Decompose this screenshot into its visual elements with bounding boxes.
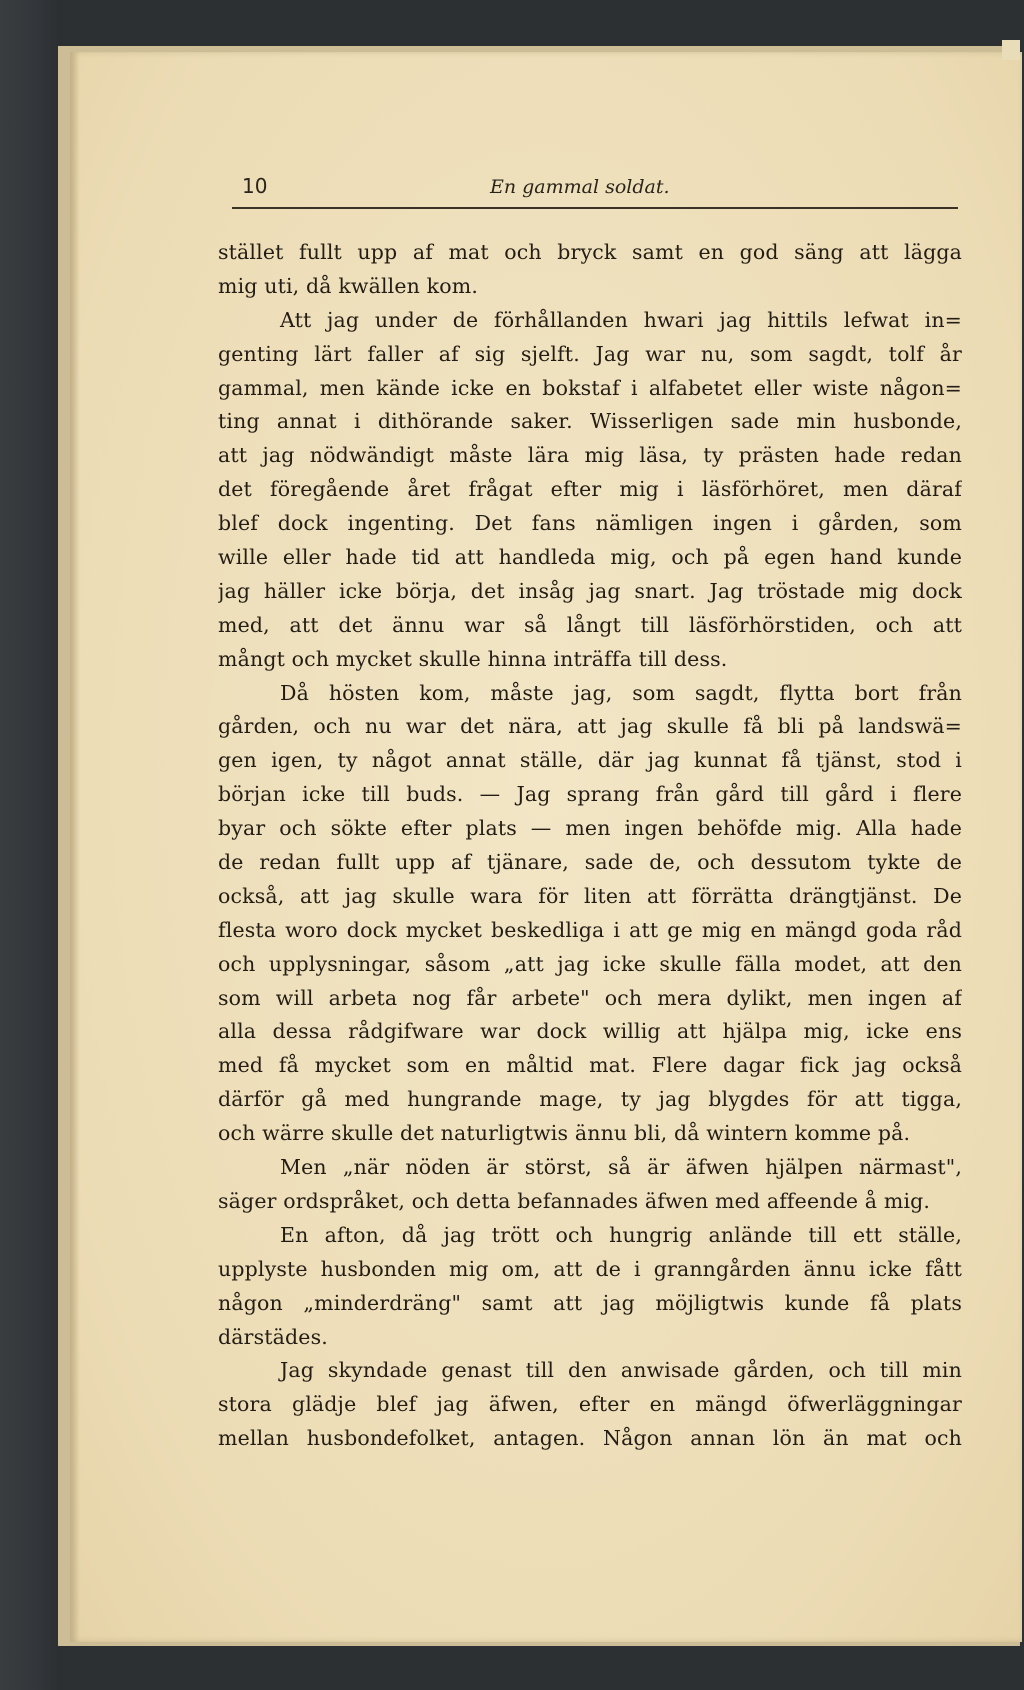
text-line: En afton, då jag trött och hungrig anlände till ett ställe,: [280, 1222, 962, 1247]
page-corner: [1002, 40, 1020, 60]
header-rule: [232, 207, 958, 209]
text-line: säger ordspråket, och detta befannades äfwen med affeende å mig.: [218, 1188, 931, 1213]
text-line: stället fullt upp af mat och bryck samt en god säng att lägga: [218, 240, 962, 264]
text-line: gammal, men kände icke en bokstaf i alfabetet eller wiste någon=: [218, 375, 962, 400]
text-line: jag häller icke börja, det insåg jag snart. Jag tröstade mig dock: [218, 578, 962, 603]
text-line: med, att det ännu war så långt till läsförhörstiden, och att: [218, 612, 962, 637]
text-line: det föregående året frågat efter mig i läsförhöret, men däraf: [218, 477, 962, 502]
text-line: flesta woro dock mycket beskedliga i att ge mig en mängd goda råd: [218, 917, 962, 942]
text-line: med få mycket som en måltid mat. Flere dagar fick jag också: [218, 1053, 962, 1078]
text-line: Men „när nöden är störst, så är äfwen hjälpen närmast",: [280, 1155, 962, 1180]
running-title: En gammal soldat.: [490, 176, 670, 198]
text-line: därstädes.: [218, 1324, 328, 1349]
text-line: Att jag under de förhållanden hwari jag hittils lefwat in=: [280, 307, 962, 332]
text-line: och wärre skulle det naturligtwis ännu bli, då wintern komme på.: [218, 1121, 911, 1146]
text-line: wille eller hade tid att handleda mig, och på egen hand kunde: [218, 545, 962, 570]
text-line: blef dock ingenting. Det fans nämligen ingen i gården, som: [218, 511, 962, 536]
text-line: som will arbeta nog får arbete" och mera dylikt, men ingen af: [218, 985, 962, 1010]
text-line: ting annat i dithörande saker. Wisserligen sade min husbonde,: [218, 409, 962, 434]
text-line: att jag nödwändigt måste lära mig läsa, ty prästen hade redan: [218, 443, 962, 468]
text-line: Då hösten kom, måste jag, som sagdt, flytta bort från: [280, 680, 962, 705]
text-line: stora glädje blef jag äfwen, efter en mängd öfwerläggningar: [218, 1392, 962, 1417]
text-line: början icke till buds. — Jag sprang från gård till gård i flere: [218, 782, 962, 807]
text-line: gen igen, ty något annat ställe, där jag kunnat få tjänst, stod i: [218, 748, 962, 773]
text-line: någon „minderdräng" samt att jag möjligtwis kunde få plats: [218, 1290, 962, 1315]
page-header: [232, 168, 960, 208]
text-line: genting lärt faller af sig sjelft. Jag war nu, som sagdt, tolf år: [218, 341, 962, 366]
text-line: upplyste husbonden mig om, att de i granngården ännu icke fått: [218, 1256, 962, 1281]
text-line: gården, och nu war det nära, att jag skulle få bli på landswä=: [218, 714, 962, 739]
text-line: byar och sökte efter plats — men ingen behöfde mig. Alla hade: [218, 816, 962, 841]
text-line: mig uti, då kwällen kom.: [218, 273, 478, 298]
page-number: 10: [242, 174, 268, 198]
text-line: och upplysningar, såsom „att jag icke skulle fälla modet, att den: [218, 951, 962, 976]
text-line: mångt och mycket skulle hinna inträffa till dess.: [218, 646, 728, 671]
text-line: Jag skyndade genast till den anwisade gården, och till min: [280, 1358, 962, 1383]
book-spine-background: [0, 0, 62, 1690]
text-line: därför gå med hungrande mage, ty jag blygdes för att tigga,: [218, 1087, 962, 1112]
text-line: mellan husbondefolket, antagen. Någon annan lön än mat och: [218, 1426, 962, 1451]
text-line: också, att jag skulle wara för liten att förrätta drängtjänst. De: [218, 883, 962, 908]
body-text: [218, 236, 962, 1456]
page-gutter-edge: [70, 52, 80, 1642]
text-line: de redan fullt upp af tjänare, sade de, och dessutom tykte de: [218, 850, 962, 875]
text-line: alla dessa rådgifware war dock willig att hjälpa mig, icke ens: [218, 1019, 962, 1044]
